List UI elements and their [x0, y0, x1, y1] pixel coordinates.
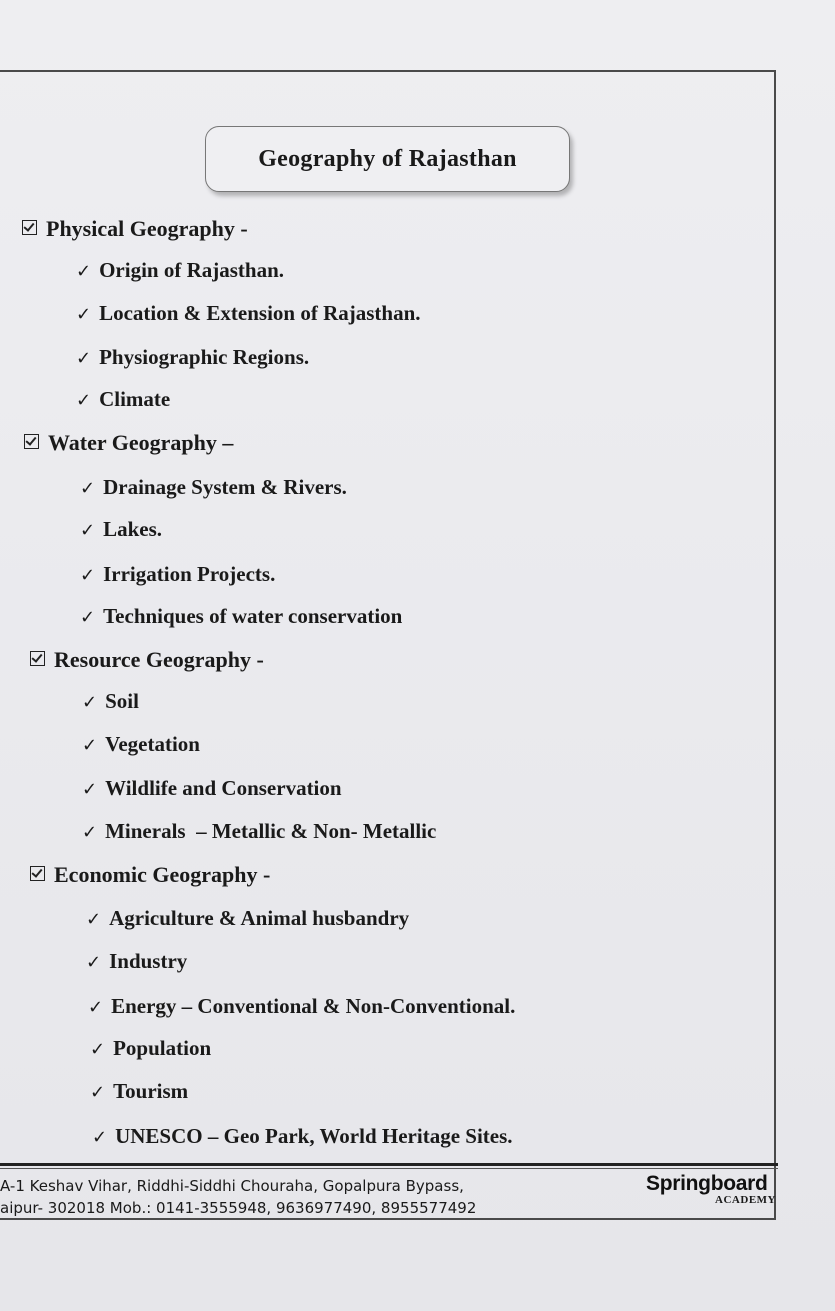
check-icon: ✓: [82, 822, 98, 843]
section-heading-physical: Physical Geography -: [22, 216, 248, 242]
footer-rule-thin: [0, 1168, 778, 1169]
check-icon: ✓: [82, 779, 98, 800]
list-item: ✓ Soil: [82, 689, 139, 713]
check-icon: ✓: [76, 348, 92, 369]
section-heading-resource: Resource Geography -: [30, 647, 264, 673]
checkbox-icon: [30, 651, 45, 666]
footer-rule: [0, 1163, 778, 1166]
list-item: ✓ Climate: [76, 387, 171, 411]
logo-text: Springboard: [646, 1172, 768, 1195]
check-icon: ✓: [80, 607, 96, 628]
list-item: ✓ Population: [90, 1036, 212, 1060]
list-item: ✓ Vegetation: [82, 732, 200, 756]
check-icon: ✓: [80, 478, 96, 499]
list-item: ✓ Physiographic Regions.: [76, 345, 310, 369]
check-icon: ✓: [82, 735, 98, 756]
check-icon: ✓: [86, 909, 102, 930]
logo-subtext: ACADEMY: [715, 1194, 776, 1206]
list-item: ✓ Location & Extension of Rajasthan.: [76, 301, 421, 325]
title-box: [205, 126, 570, 192]
check-icon: ✓: [80, 520, 96, 541]
check-icon: ✓: [92, 1127, 108, 1148]
list-item: ✓ Wildlife and Conservation: [82, 776, 342, 800]
list-item: ✓ Lakes.: [80, 517, 163, 541]
section-heading-water: Water Geography –: [24, 430, 233, 456]
checkbox-icon: [24, 434, 39, 449]
list-item: ✓ Techniques of water conservation: [80, 604, 403, 628]
footer-address-line2: aipur- 302018 Mob.: 0141-3555948, 9636977490, 8955577492: [0, 1199, 477, 1217]
list-item: ✓ Energy – Conventional & Non-Conventional.: [88, 994, 516, 1018]
list-item: ✓ Industry: [86, 949, 188, 973]
list-item: ✓ UNESCO – Geo Park, World Heritage Sites.: [92, 1124, 513, 1148]
check-icon: ✓: [86, 952, 102, 973]
check-icon: ✓: [80, 565, 96, 586]
section-heading-economic: Economic Geography -: [30, 862, 270, 888]
check-icon: ✓: [88, 997, 104, 1018]
list-item: ✓ Agriculture & Animal husbandry: [86, 906, 410, 930]
page-title: Geography of Rajasthan: [258, 145, 517, 172]
check-icon: ✓: [90, 1082, 106, 1103]
check-icon: ✓: [82, 692, 98, 713]
check-icon: ✓: [90, 1039, 106, 1060]
list-item: ✓ Irrigation Projects.: [80, 562, 276, 586]
springboard-logo: [646, 1172, 778, 1210]
list-item: ✓ Tourism: [90, 1079, 189, 1103]
checkbox-icon: [22, 220, 37, 235]
list-item: ✓ Minerals – Metallic & Non- Metallic: [82, 819, 437, 843]
checkbox-icon: [30, 866, 45, 881]
list-item: ✓ Drainage System & Rivers.: [80, 475, 347, 499]
check-icon: ✓: [76, 304, 92, 325]
check-icon: ✓: [76, 390, 92, 411]
footer-address-line1: A-1 Keshav Vihar, Riddhi-Siddhi Chouraha, Gopalpura Bypass,: [0, 1177, 464, 1195]
list-item: ✓ Origin of Rajasthan.: [76, 258, 285, 282]
check-icon: ✓: [76, 261, 92, 282]
